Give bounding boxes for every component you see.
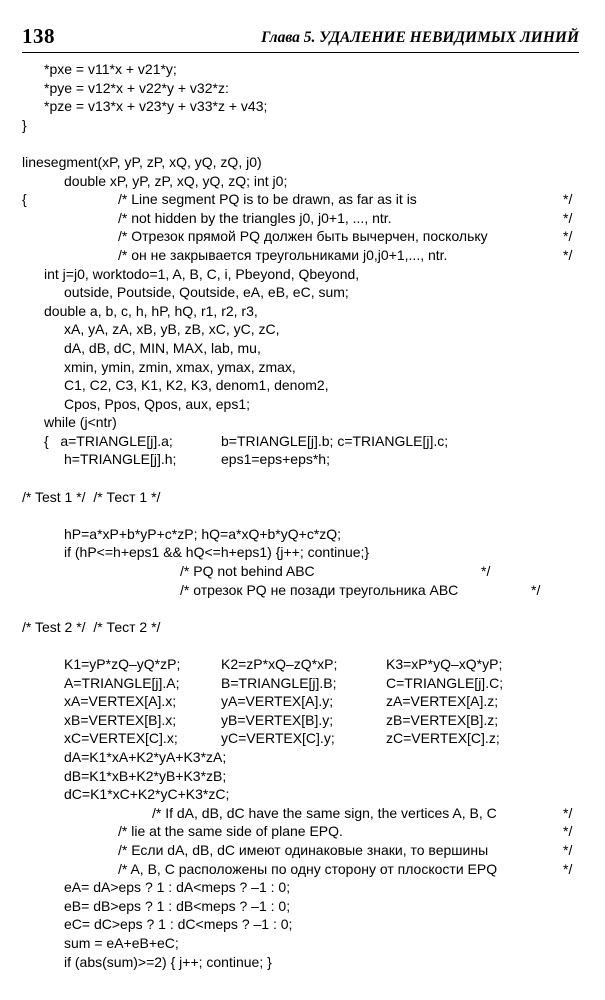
code-text: hP=a*xP+b*yP+c*zP; hQ=a*xQ+b*yQ+c*zQ; bbox=[64, 525, 342, 542]
code-text: int j=j0, worktodo=1, A, B, C, i, Pbeyond, Qbeyond, bbox=[44, 265, 360, 282]
code-text: h=TRIANGLE[j].h; bbox=[64, 451, 177, 468]
code-text: xC=VERTEX[C].x; bbox=[64, 730, 178, 747]
comment-end: */ bbox=[563, 209, 573, 226]
code-line bbox=[22, 302, 587, 321]
code-text: K3=xP*yQ–xQ*yP; bbox=[386, 656, 503, 672]
code-line bbox=[22, 432, 587, 451]
code-text: K2=zP*xQ–zQ*xP; bbox=[221, 656, 338, 672]
code-comment: /* он не закрывается треугольниками j0,j0+1,..., ntr. bbox=[118, 246, 448, 263]
page-number: 138 bbox=[22, 24, 55, 48]
code-line bbox=[22, 692, 587, 711]
code-text: K1=yP*zQ–yQ*zP; bbox=[64, 656, 181, 672]
code-text: dC=K1*xC+K2*yC+K3*zC; bbox=[64, 786, 230, 803]
comment-end: */ bbox=[563, 823, 573, 840]
code-line bbox=[22, 785, 587, 804]
code-line bbox=[22, 395, 587, 414]
code-comment: /* not hidden by the triangles j0, j0+1, ..., ntr. bbox=[118, 209, 392, 226]
code-line bbox=[22, 209, 587, 228]
code-line bbox=[22, 525, 587, 544]
code-line bbox=[22, 450, 587, 469]
code-line bbox=[22, 915, 587, 934]
code-text: double a, b, c, h, hP, hQ, r1, r2, r3, bbox=[44, 302, 258, 319]
code-comment: /* lie at the same side of plane EPQ. bbox=[118, 823, 343, 840]
code-text: b=TRIANGLE[j].b; c=TRIANGLE[j].c; bbox=[221, 432, 449, 449]
blank-line bbox=[22, 469, 587, 488]
code-text: { a=TRIANGLE[j].a; bbox=[44, 432, 173, 449]
code-line bbox=[22, 674, 587, 693]
code-comment: /* A, B, C расположены по одну сторону от плоскости EPQ bbox=[118, 860, 498, 877]
code-line bbox=[22, 562, 587, 581]
comment-end: */ bbox=[563, 191, 573, 208]
blank-line bbox=[22, 636, 587, 655]
code-line bbox=[22, 822, 587, 841]
code-line bbox=[22, 79, 587, 98]
code-line bbox=[22, 97, 587, 116]
comment-end: */ bbox=[563, 228, 573, 245]
code-text: *pxe = v11*x + v21*y; bbox=[44, 61, 177, 77]
blank-line bbox=[22, 599, 587, 618]
code-text: dB=K1*xB+K2*yB+K3*zB; bbox=[64, 767, 227, 784]
code-text: eB= dB>eps ? 1 : dB<meps ? –1 : 0; bbox=[64, 897, 291, 914]
code-text: dA, dB, dC, MIN, MAX, lab, mu, bbox=[64, 339, 261, 356]
code-comment: /* Если dA, dB, dC имеют одинаковые знаки, то вершины bbox=[118, 841, 489, 858]
code-line bbox=[22, 934, 587, 953]
blank-line bbox=[22, 134, 587, 153]
code-text: yA=VERTEX[A].y; bbox=[221, 693, 334, 710]
code-line bbox=[22, 339, 587, 358]
blank-line bbox=[22, 506, 587, 525]
code-text: eps1=eps+eps*h; bbox=[221, 451, 330, 468]
code-text: double xP, yP, zP, xQ, yQ, zQ; int j0; bbox=[64, 172, 288, 189]
code-line bbox=[22, 376, 587, 395]
code-text: *pye = v12*x + v22*y + v32*z: bbox=[44, 79, 229, 96]
code-text: xA, yA, zA, xB, yB, zB, xC, yC, zC, bbox=[64, 321, 280, 338]
header-rule bbox=[22, 52, 579, 53]
code-text: if (hP<=h+eps1 && hQ<=h+eps1) {j++; continue;} bbox=[64, 544, 370, 561]
code-text: B=TRIANGLE[j].B; bbox=[221, 674, 337, 691]
code-listing bbox=[22, 60, 587, 971]
code-comment: /* If dA, dB, dC have the same sign, the vertices A, B, C bbox=[152, 804, 497, 821]
code-line bbox=[22, 878, 587, 897]
code-text: C1, C2, C3, K1, K2, K3, denom1, denom2, bbox=[64, 377, 329, 394]
code-text: *pze = v13*x + v23*y + v33*z + v43; bbox=[44, 98, 268, 115]
section-comment: /* Test 2 */ /* Тест 2 */ bbox=[22, 618, 161, 635]
code-line bbox=[22, 283, 587, 302]
code-text: zC=VERTEX[C].z; bbox=[386, 730, 500, 747]
code-text: while (j<ntr) bbox=[44, 414, 117, 431]
comment-end: */ bbox=[531, 581, 541, 598]
code-comment: /* Line segment PQ is to be drawn, as far as it is bbox=[118, 191, 417, 208]
code-line bbox=[22, 748, 587, 767]
code-text: xmin, ymin, zmin, xmax, ymax, zmax, bbox=[64, 358, 296, 375]
code-text: A=TRIANGLE[j].A; bbox=[64, 674, 180, 691]
code-text: if (abs(sum)>=2) { j++; continue; } bbox=[64, 953, 272, 970]
code-line bbox=[22, 804, 587, 823]
code-line bbox=[22, 320, 587, 339]
code-line bbox=[22, 543, 587, 562]
code-text: { bbox=[22, 191, 27, 208]
code-text: zA=VERTEX[A].z; bbox=[386, 693, 499, 710]
running-head bbox=[22, 24, 579, 50]
code-line bbox=[22, 358, 587, 377]
chapter-title: Глава 5. УДАЛЕНИЕ НЕВИДИМЫХ ЛИНИЙ bbox=[261, 29, 579, 46]
code-text: C=TRIANGLE[j].C; bbox=[386, 674, 504, 691]
code-text: yC=VERTEX[C].y; bbox=[221, 730, 335, 747]
code-line bbox=[22, 897, 587, 916]
code-line bbox=[22, 841, 587, 860]
code-line bbox=[22, 265, 587, 284]
code-text: zB=VERTEX[B].z; bbox=[386, 711, 499, 728]
comment-end: */ bbox=[563, 246, 573, 263]
code-line bbox=[22, 488, 587, 507]
code-text: } bbox=[22, 116, 27, 133]
code-line bbox=[22, 246, 587, 265]
code-text: sum = eA+eB+eC; bbox=[64, 934, 179, 951]
code-text: xB=VERTEX[B].x; bbox=[64, 711, 177, 728]
code-text: eA= dA>eps ? 1 : dA<meps ? –1 : 0; bbox=[64, 879, 291, 896]
code-text: Cpos, Ppos, Qpos, aux, eps1; bbox=[64, 395, 250, 412]
code-text: outside, Poutside, Qoutside, eA, eB, eC, sum; bbox=[64, 284, 349, 301]
code-line bbox=[22, 711, 587, 730]
code-line bbox=[22, 60, 587, 79]
code-text: eC= dC>eps ? 1 : dC<meps ? –1 : 0; bbox=[64, 916, 293, 933]
code-text: yB=VERTEX[B].y; bbox=[221, 711, 334, 728]
code-line bbox=[22, 116, 587, 135]
code-line bbox=[22, 581, 587, 600]
code-line bbox=[22, 227, 587, 246]
comment-end: */ bbox=[481, 563, 491, 580]
comment-end: */ bbox=[563, 841, 573, 858]
code-comment: /* PQ not behind ABC bbox=[180, 563, 315, 580]
code-line bbox=[22, 190, 587, 209]
code-line bbox=[22, 655, 587, 674]
section-comment: /* Test 1 */ /* Тест 1 */ bbox=[22, 488, 161, 505]
code-line bbox=[22, 618, 587, 637]
code-comment: /* отрезок PQ не позади треугольника ABC bbox=[180, 581, 459, 598]
comment-end: */ bbox=[563, 860, 573, 877]
code-line bbox=[22, 153, 587, 172]
function-signature: linesegment(xP, yP, zP, xQ, yQ, zQ, j0) bbox=[22, 153, 262, 170]
comment-end: */ bbox=[563, 804, 573, 821]
code-line bbox=[22, 172, 587, 191]
code-line bbox=[22, 953, 587, 972]
code-line bbox=[22, 767, 587, 786]
code-text: xA=VERTEX[A].x; bbox=[64, 693, 177, 710]
code-line bbox=[22, 413, 587, 432]
code-line bbox=[22, 729, 587, 748]
code-line bbox=[22, 860, 587, 879]
code-comment: /* Отрезок прямой PQ должен быть вычерчен, поскольку bbox=[118, 228, 488, 245]
code-text: dA=K1*xA+K2*yA+K3*zA; bbox=[64, 748, 227, 765]
